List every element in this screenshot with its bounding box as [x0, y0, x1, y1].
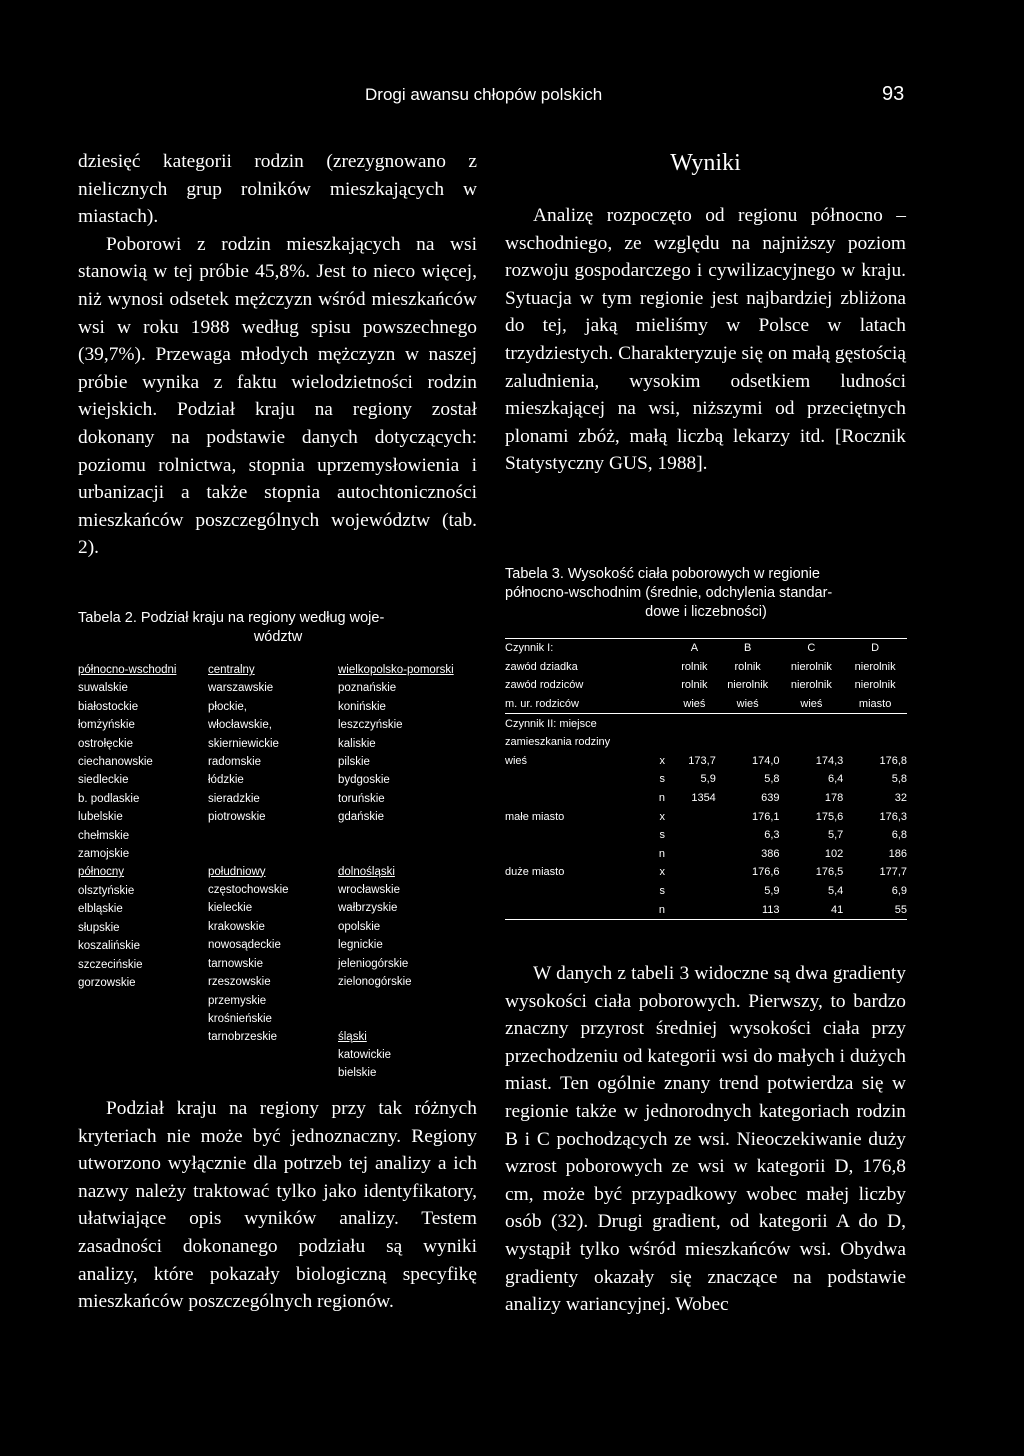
table3-stat-symbol: n	[658, 792, 665, 805]
table3-stat-symbol: s	[659, 773, 665, 786]
table2-region-header: południowy	[208, 865, 266, 878]
table3-caption-line1: Tabela 3. Wysokość ciała poborowych w regionie	[505, 566, 820, 582]
table2-voivodeship: kieleckie	[208, 902, 253, 915]
table2-voivodeship: zielonogórskie	[338, 976, 412, 989]
table3-stat-symbol: s	[659, 885, 665, 898]
table2-voivodeship: suwalskie	[78, 682, 128, 695]
table3-factor2-label-2: zamieszkania rodziny	[505, 736, 611, 749]
table3-cell: wieś	[780, 695, 844, 714]
table3	[505, 638, 907, 920]
table2-caption	[78, 609, 478, 647]
table3-cell: 5,8	[891, 773, 907, 786]
table2-voivodeship: toruńskie	[338, 792, 385, 805]
right-paragraph-1: Analizę rozpoczęto od regionu północno – wschodniego, ze względu na najniższy poziom rozwoju gospodarczego i cywilizacyjnego w kraju. Sytuacja w tym regionie jest najbardziej zbliżona do tej, jaką mieliśmy w Polsce w latach trzydziestych. Charakteryzuje się on małą gęstością zaludnienia, wysokim odsetkiem ludności mieszkającej na wsi, niższymi od przeciętnych plonami zbóż, małą liczbą lekarzy itd. [Rocznik Statystyczny GUS, 1988].	[505, 205, 906, 475]
page-number: 93	[882, 83, 905, 105]
table2-caption-line2: wództw	[253, 629, 303, 645]
table3-cell: 176,1	[752, 810, 780, 823]
table2-voivodeship: legnickie	[338, 939, 383, 952]
table3-row-label: zawód rodziców	[505, 679, 584, 692]
table3-stat-symbol: n	[625, 900, 673, 919]
table3-row	[505, 845, 907, 864]
table3-cell: 176,5	[815, 866, 844, 879]
table2-voivodeship: kaliskie	[338, 737, 376, 750]
table2-voivodeship: bydgoskie	[338, 774, 390, 787]
table2-voivodeship: sieradzkie	[208, 792, 260, 805]
table3-cell: 5,8	[764, 773, 780, 786]
table3-row	[505, 826, 907, 845]
table3-cell	[673, 807, 716, 826]
table3-stat-symbol: x	[659, 866, 665, 879]
table3-cell: 1354	[691, 792, 716, 805]
left-paragraph-2: Poborowi z rodzin mieszkających na wsi stanowią w tej próbie 45,8%. Jest to nieco więcej, niż wynosi odsetek mężczyzn wśród mieszkańców wsi w roku 1988 według spisu powszechnego (39,7%). Przewaga młodych mężczyzn w naszej próbie wynika z faktu wielodzietności rodzin wiejskich. Podział kraju na regiony został dokonany na podstawie danych dotyczących: poziomu rolnictwa, stopnia uprzemysłowienia i urbanizacji a także stopnia autochtoniczności mieszkańców poszczególnych województw (tab. 2).	[78, 233, 477, 559]
table3-stat-symbol	[625, 695, 673, 714]
table3-cell: rolnik	[681, 679, 708, 692]
table2-voivodeship: łomżyńskie	[78, 719, 135, 732]
table3-row	[505, 882, 907, 901]
table2-voivodeship: łódzkie	[208, 774, 244, 787]
table2-region-header: północno-wschodni	[78, 664, 177, 676]
table2-group-gap	[338, 827, 454, 863]
table3-stat-symbol	[625, 676, 673, 695]
table2-voivodeship: tarnobrzeskie	[208, 1031, 278, 1044]
table2-voivodeship: zamojskie	[78, 848, 130, 861]
table2-voivodeship: gorzowskie	[78, 976, 136, 989]
table3-row-label: małe miasto	[505, 810, 565, 823]
table3-cell: nierolnik	[854, 660, 896, 673]
table3-cell: 6,3	[764, 829, 780, 842]
table3-row	[505, 752, 907, 771]
table3-cell: 113	[716, 900, 780, 919]
table2-voivodeship: ostrołęckie	[78, 737, 133, 750]
table3-row-label	[505, 900, 625, 919]
table3-cell: C	[807, 642, 816, 655]
table2-voivodeship: jeleniogórskie	[338, 957, 409, 970]
table2-region-header: śląski	[338, 1030, 367, 1043]
table2-voivodeship: chełmskie	[78, 829, 130, 842]
table3-cell	[673, 863, 716, 882]
running-header: Drogi awansu chłopów polskich	[365, 85, 603, 104]
table3-row	[505, 789, 907, 808]
table3-cell: 6,8	[891, 829, 907, 842]
table3-row	[505, 714, 907, 733]
table3-stat-symbol: n	[658, 847, 665, 860]
table3-row-label	[505, 845, 625, 864]
table2-voivodeship: skierniewickie	[208, 737, 279, 750]
table2-voivodeship: koszalińskie	[78, 940, 140, 953]
table2-group-gap	[208, 827, 289, 863]
table2-voivodeship: poznańskie	[338, 682, 397, 695]
table3-cell: 41	[780, 900, 844, 919]
table3-cell: rolnik	[734, 660, 761, 673]
table2-voivodeship: konińskie	[338, 700, 386, 713]
table3-cell: 173,7	[688, 754, 716, 767]
table2-voivodeship: włocławskie,	[208, 719, 272, 732]
table3-row-label	[505, 882, 625, 901]
left-column-text	[78, 148, 477, 562]
table2-group-gap	[338, 992, 454, 1028]
table2-voivodeship: częstochowskie	[208, 884, 289, 897]
table3-row-label: wieś	[505, 754, 528, 767]
table3-row-label	[505, 826, 625, 845]
table3-cell: 174,0	[752, 754, 780, 767]
table3-cell: 639	[761, 792, 780, 805]
table3-cell: nierolnik	[727, 679, 769, 692]
table2-voivodeship: warszawskie	[208, 682, 274, 695]
table3-cell: wieś	[716, 695, 780, 714]
section-heading: Wyniki	[670, 150, 741, 176]
table3-cell: miasto	[843, 695, 907, 714]
table3-cell: B	[744, 642, 752, 655]
table2-voivodeship: krakowskie	[208, 920, 265, 933]
table3-caption	[505, 565, 907, 622]
table2-voivodeship: pilskie	[338, 756, 370, 769]
table2-voivodeship: elbląskie	[78, 903, 123, 916]
table2-voivodeship: piotrowskie	[208, 811, 266, 824]
table2-voivodeship: płockie,	[208, 700, 247, 713]
table2-voivodeship: radomskie	[208, 756, 262, 769]
table3-caption-line3: dowe i liczebności)	[645, 604, 767, 620]
table3-cell: 6,9	[891, 885, 907, 898]
table2-voivodeship: bielskie	[338, 1067, 377, 1080]
table2-voivodeship: przemyskie	[208, 994, 267, 1007]
table3-cell: rolnik	[681, 660, 708, 673]
table3-cell: 176,6	[752, 866, 780, 879]
table2-voivodeship: b. podlaskie	[78, 792, 140, 805]
table2-voivodeship: tarnowskie	[208, 957, 263, 970]
table2-voivodeship: olsztyńskie	[78, 884, 135, 897]
table3-cell: 178	[824, 792, 844, 805]
table2-region-header: centralny	[208, 664, 255, 676]
right-column-text	[505, 202, 906, 478]
table3-cell: 175,6	[815, 810, 844, 823]
table3-row-label	[505, 770, 625, 789]
table3-cell: 5,4	[827, 885, 844, 898]
table2-column-3	[338, 661, 454, 1083]
table3-stat-symbol	[625, 658, 673, 677]
table2-voivodeship: słupskie	[78, 921, 120, 934]
table2-column-2	[208, 661, 289, 1047]
table2-voivodeship: wałbrzyskie	[338, 902, 398, 915]
table2-region-header: wielkopolsko-pomorski	[338, 664, 454, 676]
table3-grid	[505, 639, 907, 920]
table2-voivodeship: wrocławskie	[338, 884, 400, 897]
table2-voivodeship: katowickie	[338, 1048, 392, 1061]
right-bottom-text	[505, 960, 906, 1319]
table3-cell: nierolnik	[854, 679, 896, 692]
table2-voivodeship: lubelskie	[78, 811, 123, 824]
table2-voivodeship: gdańskie	[338, 811, 385, 824]
table3-cell: 55	[843, 900, 907, 919]
table3-factor2-label: Czynnik II: miejsce	[505, 717, 597, 730]
table3-stat-symbol: x	[659, 754, 665, 767]
table2-voivodeship: leszczyńskie	[338, 719, 403, 732]
table3-cell	[673, 882, 716, 901]
table2-voivodeship: opolskie	[338, 920, 381, 933]
table2-column-1	[78, 661, 176, 992]
table3-cell: 32	[894, 792, 907, 805]
table3-row	[505, 770, 907, 789]
right-paragraph-2: W danych z tabeli 3 widoczne są dwa gradienty wysokości ciała poborowych. Pierwszy, to bardzo znaczny przyrost średniej wysokości ciała przy przechodzeniu od kategorii wsi do małych i dużych miast. Ten ogólnie znany trend potwierdza się w regionie także w jednorodnych kategoriach rodzin B i C pochodzących ze wsi. Nieoczekiwanie duży wzrost poborowych ze wsi w kategorii D, 176,8 cm, może być przypadkowy wobec małej liczby osób (32). Drugi gradient, od kategorii A do D, wystąpił tylko wśród mieszkańców wsi. Obydwa gradienty okazały się znaczące na podstawie analizy wariancyjnej. Wobec	[505, 963, 906, 1316]
table3-cell: 186	[888, 847, 907, 860]
table3-cell: 6,4	[827, 773, 844, 786]
table3-cell: 102	[824, 847, 844, 860]
table2-voivodeship: rzeszowskie	[208, 976, 271, 989]
table3-cell	[673, 900, 716, 919]
table2-region-header: północny	[78, 866, 125, 879]
table2-voivodeship: białostockie	[78, 700, 139, 713]
table2-voivodeship: krośnieńskie	[208, 1012, 272, 1025]
table3-row-label	[505, 789, 625, 808]
left-bottom-text	[78, 1095, 477, 1316]
table3-cell: 5,9	[764, 885, 780, 898]
table3-cell: wieś	[673, 695, 716, 714]
table3-row	[505, 639, 907, 658]
table3-cell: 177,7	[879, 866, 907, 879]
table3-row-label: zawód dziadka	[505, 660, 578, 673]
table3-row	[505, 900, 907, 919]
table3-caption-line2: północno-wschodnim (średnie, odchylenia standar-	[505, 585, 833, 601]
table2-voivodeship: szczecińskie	[78, 958, 143, 971]
table3-row	[505, 807, 907, 826]
table3-row-label: m. ur. rodziców	[505, 695, 625, 714]
table3-cell: A	[690, 642, 699, 655]
table2-voivodeship: nowosądeckie	[208, 939, 281, 952]
table3-cell: 5,9	[700, 773, 716, 786]
table3-cell: 176,3	[879, 810, 907, 823]
table2-voivodeship: siedleckie	[78, 774, 129, 787]
table3-row	[505, 863, 907, 882]
table3-cell	[673, 826, 716, 845]
table3-stat-symbol: x	[659, 810, 665, 823]
table3-row-label: Czynnik I:	[505, 642, 554, 655]
table3-row	[505, 676, 907, 695]
table2-caption-line1: Tabela 2. Podział kraju na regiony według woje-	[78, 610, 385, 626]
table3-cell: 386	[761, 847, 780, 860]
table3-row-label: duże miasto	[505, 866, 565, 879]
table3-row	[505, 733, 907, 752]
table3-cell: nierolnik	[790, 679, 832, 692]
table3-cell: D	[871, 642, 880, 655]
table3-row	[505, 695, 907, 714]
table3-stat-symbol: s	[659, 829, 665, 842]
table3-cell	[673, 845, 716, 864]
table3-cell: 5,7	[827, 829, 844, 842]
left-paragraph-3: Podział kraju na regiony przy tak różnych kryteriach nie może być jednoznaczny. Regiony utworzono wyłącznie dla potrzeb tej analizy a ich nazwy należy traktować tylko jako identyfikatory, ułatwiające opis wyników analizy. Testem zasadności dokonanego podziału są wyniki analizy, które pokazały biologiczną specyfikę mieszkańców poszczególnych regionów.	[78, 1098, 477, 1313]
table3-cell: nierolnik	[790, 660, 832, 673]
table3-cell: 174,3	[815, 754, 844, 767]
table3-row	[505, 658, 907, 677]
table2-voivodeship: ciechanowskie	[78, 756, 153, 769]
left-paragraph-1: dziesięć kategorii rodzin (zrezygnowano z nielicznych grup rolników mieszkających w miastach).	[78, 151, 477, 228]
table2-region-header: dolnośląski	[338, 865, 395, 878]
table3-cell: 176,8	[879, 754, 907, 767]
table3-stat-symbol	[625, 639, 673, 658]
